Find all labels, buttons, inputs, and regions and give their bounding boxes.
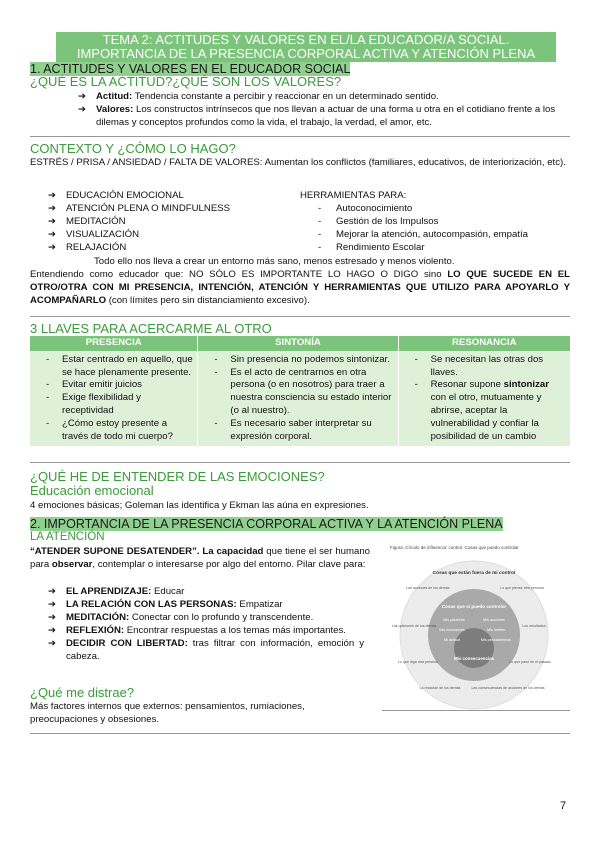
section-5-subheading: LA ATENCIÓN: [30, 531, 105, 543]
list-item: - Resonar supone sintonizar con el otro, mutuamente y abrirse, aceptar la vulnerabilidad y confiar la posibilidad de un cambio: [414, 379, 549, 442]
list-item: ➔ REFLEXIÓN: Encontrar respuestas a los temas más importantes.: [48, 625, 346, 636]
list-item: - Autoconocimiento: [318, 203, 413, 214]
middle-item: Mis pensamientos: [480, 638, 512, 642]
circle-diagram: [388, 543, 560, 711]
inner-title: Mis consecuencias: [453, 656, 495, 661]
list-item: ➔ MEDITACIÓN: Conectar con lo profundo y transcendente.: [48, 612, 314, 623]
list-item: ➔ LA RELACIÓN CON LAS PERSONAS: Empatizar: [48, 599, 283, 610]
arrow-icon: ➔: [48, 242, 57, 253]
list-item: ➔ MEDITACIÓN: [48, 216, 126, 227]
circle-of-control-figure: [388, 543, 560, 711]
outer-item: Las opiniones de los demás: [391, 624, 437, 628]
section-4-heading: ¿QUÉ HE DE ENTENDER DE LAS EMOCIONES?: [30, 469, 325, 484]
middle-item: Mis emociones: [439, 628, 465, 632]
inner-circle: [454, 628, 494, 668]
figure-caption: Figura. Círculo de influencia: control. Cosas que puedo controlar: [390, 545, 519, 550]
section-2-intro: ESTRÉS / PRISA / ANSIEDAD / FALTA DE VALORES: Aumentan los conflictos (familiares, educativos, de interiorización, etc).: [30, 157, 566, 168]
tools-list: [316, 202, 576, 254]
divider: [30, 316, 570, 317]
list-item: - Es necesario saber interpretar su expresión corporal.: [214, 417, 372, 442]
outer-item: Las acciones de los demás: [406, 586, 450, 590]
emotions-text: 4 emociones básicas; Goleman las identifica y Ekman las aúna en expresiones.: [30, 500, 369, 511]
list-item: - Gestión de los Impulsos: [318, 216, 439, 227]
arrow-icon: ➔: [78, 104, 87, 115]
arrow-icon: ➔: [48, 586, 57, 597]
list-item: - Se necesitan las otras dos llaves.: [414, 353, 544, 378]
section-1-question: ¿QUÉ ES LA ACTITUD?¿QUÉ SON LOS VALORES?: [30, 74, 342, 89]
title-line-1: TEMA 2: ACTITUDES Y VALORES EN EL/LA EDUCADOR/A SOCIAL.: [102, 32, 510, 47]
educator-paragraph: Entendiendo como educador que: NO SÓLO ES IMPORTANTE LO HAGO O DIGO sino LO QUE SUCEDE EN EL OTRO/OTRA CON MI PRESENCIA, INTENCIÓN, ATENCIÓN Y HERRAMIENTAS QUE UTILIZO PARA APOYARLO Y ACOMPAÑARLO (con límites pero sin distanciamiento excesivo).: [30, 269, 571, 306]
list-item: - Estar centrado en aquello, que se hace plenamente presente.: [46, 353, 193, 378]
arrow-icon: ➔: [48, 625, 57, 636]
middle-item: Mis acciones: [483, 618, 505, 622]
list-item: - Es el acto de centrarnos en otra persona (o en nosotros) para traer a nuestra consciencia su estado interior (o al nuestro).: [214, 366, 392, 416]
divider: [30, 136, 570, 137]
middle-item: Mis límites: [487, 628, 505, 632]
divider: [30, 462, 570, 463]
list-item: ➔ EL APRENDIZAJE: Educar: [48, 586, 185, 597]
section-2-heading: CONTEXTO Y ¿CÓMO LO HAGO?: [30, 141, 236, 156]
title-line-2: IMPORTANCIA DE LA PRESENCIA CORPORAL ACTIVA Y ATENCIÓN PLENA: [76, 46, 536, 61]
list-item: ➔ RELAJACIÓN: [48, 242, 127, 253]
list-item: - Exige flexibilidad y receptividad: [46, 392, 141, 416]
list-item: - Sin presencia no podemos sintonizar.: [214, 353, 390, 365]
sintonia-cell: [198, 351, 398, 447]
column-header: RESONANCIA: [398, 336, 570, 351]
list-item: - Evitar emitir juicios: [46, 379, 142, 391]
outer-item: Los resultados: [522, 624, 546, 628]
list-item: ➔ ATENCIÓN PLENA O MINDFULNESS: [48, 203, 231, 214]
distraction-text: Más factores internos que externos: pensamientos, rumiaciones, preocupaciones y obsesiones.: [30, 701, 305, 725]
outer-title: Cosas que están fuera de mi control: [432, 571, 516, 576]
section-4-subheading: Educación emocional: [30, 483, 154, 498]
middle-title: Cosas que sí puedo controlar: [441, 604, 507, 609]
outer-item: Las consecuencias de acciones de los demás: [471, 686, 545, 690]
divider: [30, 733, 570, 734]
section-1-list: [76, 90, 571, 129]
presencia-cell: [30, 351, 198, 447]
outer-item: La reacción de los demás: [419, 686, 461, 690]
summary-text: Todo ello nos lleva a crear un entorno más sano, menos estresado y menos violento.: [94, 256, 455, 267]
outer-item: Lo que piense otra persona: [500, 586, 544, 590]
tools-title: HERRAMIENTAS PARA:: [300, 190, 407, 201]
arrow-icon: ➔: [48, 203, 57, 214]
resonancia-cell: [398, 351, 570, 447]
section-3-heading: 3 LLAVES PARA ACERCARME AL OTRO: [30, 321, 272, 336]
list-item: - ¿Cómo estoy presente a través de todo mi cuerpo?: [46, 417, 173, 442]
outer-item: Lo que pasó en el pasado: [509, 660, 551, 664]
section-5-heading: 2. IMPORTANCIA DE LA PRESENCIA CORPORAL ACTIVA Y LA ATENCIÓN PLENA: [30, 517, 503, 531]
list-item: - Rendimiento Escolar: [318, 242, 425, 253]
attention-paragraph: “ATENDER SUPONE DESATENDER”. La capacidad que tiene el ser humano para observar, contemplar o interesarse por algo del entorno. Pilar clave para:: [30, 546, 370, 570]
list-item: ➔ DECIDIR CON LIBERTAD: tras filtrar con información, emoción y cabeza.: [48, 638, 364, 662]
arrow-icon: ➔: [48, 612, 57, 623]
list-item: ➔ Valores: Los constructos intrínsecos que nos llevan a actuar de una forma u otra en el cotidiano frente a los dilemas y conceptos profundos como la vida, el trabajo, la verdad, el amor, etc.: [78, 104, 556, 128]
list-item: - Mejorar la atención, autocompasión, empatía: [318, 229, 528, 240]
arrow-icon: ➔: [48, 229, 57, 240]
arrow-icon: ➔: [48, 638, 57, 649]
column-header: PRESENCIA: [30, 336, 198, 351]
llaves-table: [30, 336, 570, 446]
section-1-heading: 1. ACTITUDES Y VALORES EN EL EDUCADOR SOCIAL: [30, 62, 351, 76]
arrow-icon: ➔: [78, 91, 87, 102]
outer-item: Lo que diga otra persona: [398, 660, 438, 664]
list-item: ➔ VISUALIZACIÓN: [48, 229, 140, 240]
list-item: ➔ EDUCACIÓN EMOCIONAL: [48, 190, 184, 201]
middle-item: Mi actitud: [443, 638, 461, 642]
column-header: SINTONÍA: [198, 336, 398, 351]
arrow-icon: ➔: [48, 599, 57, 610]
arrow-icon: ➔: [48, 216, 57, 227]
section-2-methods: [46, 189, 286, 254]
page-number: 7: [560, 800, 567, 812]
list-item: ➔ Actitud: Tendencia constante a percibir y reaccionar en un determinado sentido.: [78, 91, 439, 102]
arrow-icon: ➔: [48, 190, 57, 201]
distraction-heading: ¿Qué me distrae?: [30, 685, 135, 700]
attention-list: [46, 585, 364, 663]
middle-item: Mis palabras: [443, 618, 465, 622]
document-title: [56, 32, 556, 62]
